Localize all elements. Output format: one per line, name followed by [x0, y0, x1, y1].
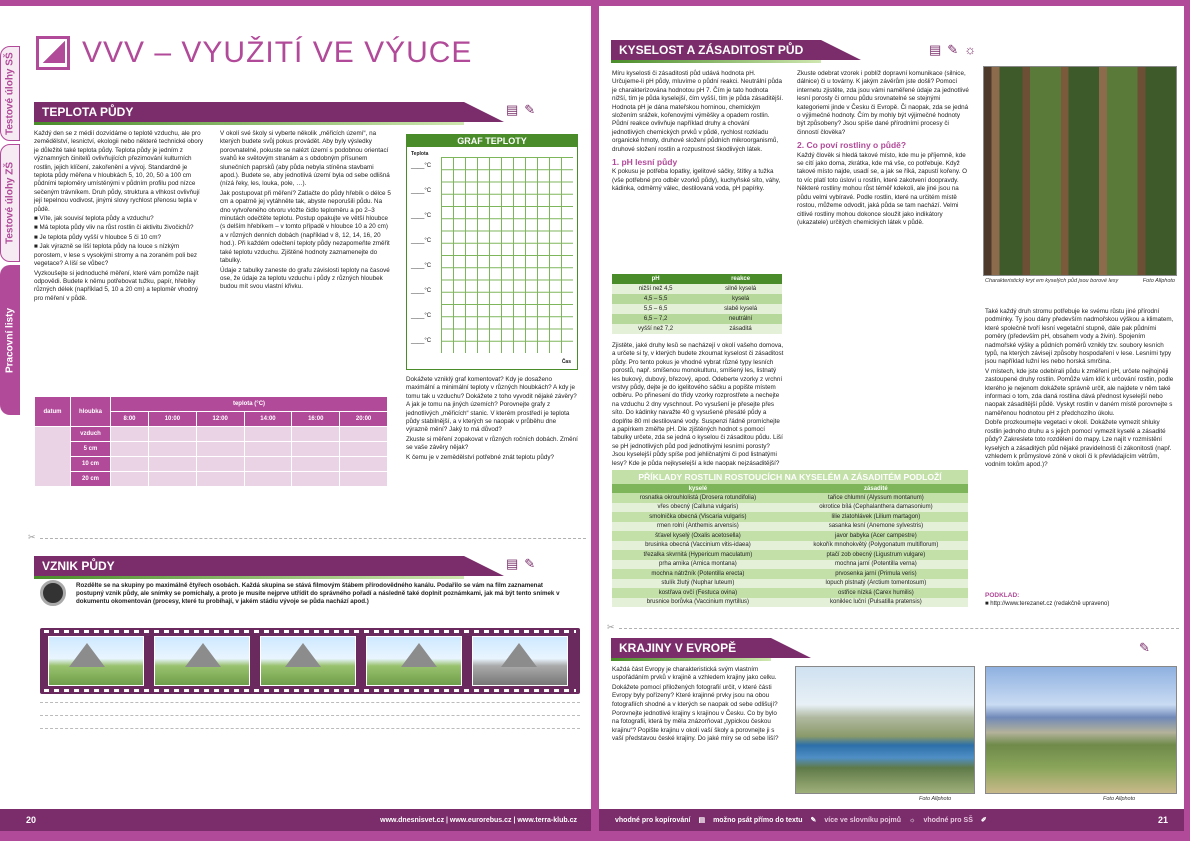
- cell: ptačí zob obecný (Ligustrum vulgare): [784, 550, 968, 560]
- tick-label: ____°C: [411, 163, 432, 169]
- pencil-icon: ✎: [1139, 640, 1150, 655]
- cell: šťavel kyselý (Oxalis acetosella): [612, 531, 784, 541]
- graph-x-label: Čas: [561, 359, 571, 365]
- film-frame[interactable]: [154, 636, 250, 686]
- paragraph: Dobře prozkoumejte vegetaci v okolí. Dokážete vymezit shluky rostlin jednoho druhu a s jejich pomocí vymezit kyselé a zásadité půdy? Zakreslete toto rozdělení do mapy. Lze najít v rozmístění kyselých a zásaditých půd nějaké pravidelnosti či zákonitosti (např. vzhledem k průmyslové zóně v okolí či k převládajícím větrům, vodním tokům apod.)?: [985, 419, 1172, 469]
- cell: silně kyselá: [699, 284, 782, 294]
- page-title-text: VVV – VYUŽITÍ VE VÝUCE: [82, 36, 473, 69]
- time-header: 8:00: [111, 412, 149, 427]
- cell: rmen rolní (Anthemis arvensis): [612, 522, 784, 532]
- row-label: 20 cm: [71, 472, 111, 487]
- photo-lake-landscape: [795, 666, 975, 794]
- cell[interactable]: [244, 457, 292, 472]
- paragraph: Údaje z tabulky zaneste do grafu závislosti teploty na časové ose, že údaje za teplotu vzduchu i půdy z různých hloubek budou mít svou vlastní křivku.: [220, 266, 390, 291]
- cell[interactable]: [292, 427, 340, 442]
- photo-pine-forest: [983, 66, 1177, 276]
- cell[interactable]: [111, 472, 149, 487]
- col-hloubka: hloubka: [71, 397, 111, 427]
- cell: lopuch plstnatý (Arctium tomentosum): [784, 579, 968, 589]
- source-title: PODKLAD:: [985, 592, 1020, 599]
- text-column-1: [34, 130, 204, 304]
- cell: zásaditá: [699, 324, 782, 334]
- cell: brusinka obecná (Vaccinium vitis-idaea): [612, 541, 784, 551]
- paragraph: K pokusu je potřeba lopatky, igelitové sáčky, štítky a tužka (vše potřebné pro odběr vzorků půdy), kuchyňské síto, váhy, kádinka, odměrný válec, destilovaná voda, pH papírky.: [612, 168, 781, 193]
- logo-square-icon: [36, 36, 70, 70]
- copy-icon: ▤: [506, 556, 519, 571]
- section-vznik-pudy: [34, 556, 464, 576]
- cell[interactable]: [196, 457, 244, 472]
- text-column-1: [612, 70, 784, 195]
- row-label: vzduch: [71, 427, 111, 442]
- cut-line: [619, 628, 1179, 629]
- col-datum: datum: [35, 397, 71, 427]
- scissors-icon: ✂: [28, 532, 36, 542]
- table-row: [612, 493, 968, 503]
- cell: smolnička obecná (Viscaria vulgaris): [612, 512, 784, 522]
- cell: vyšší než 7,2: [612, 324, 699, 334]
- side-tabs: [0, 6, 22, 426]
- copy-icon: ▤: [506, 102, 519, 117]
- lightbulb-icon: ☼: [964, 42, 977, 57]
- section-teplota-pudy: [34, 102, 464, 122]
- text-column-3: [406, 376, 578, 463]
- table-row: [612, 503, 968, 513]
- film-reel-icon: [40, 580, 66, 606]
- cell[interactable]: [340, 427, 388, 442]
- cell: stulík žlutý (Nuphar luteum): [612, 579, 784, 589]
- cell: tařice chlumní (Alyssum montanum): [784, 493, 968, 503]
- table-row: [35, 427, 388, 442]
- paragraph: Jak postupovat při měření? Zatlačte do půdy hřebík o délce 5 cm a opatrně jej vytáhněte tak, abyste neporušili půdu. Na dno vytvořeného otvoru vložte čidlo teploměru a po 2–3 minutách odečtěte teplotu. Postup opakujte ve větší hloubce (s delším hřebíkem – v tomto případě v hloubce 10 a 20 cm) a v různých denních dobách (například v 8, 12, 14, 16, 20 hod.). Při každém odečtení teploty půdy nezapomeňte změřit také teplotu vzduchu. Zjištěné hodnoty zaznamenejte do tabulky.: [220, 189, 391, 265]
- paragraph: Dokážete vzniklý graf komentovat? Kdy je dosaženo maximální a minimální teploty v různých hloubkách? A kdy je tomu tak u vzduchu? Dokážete z toho vyvodit nějaké závěry? A jak je tomu na jiných územích? Porovnejte grafy z jednotlivých „měřicích“ stanic. V kterém prostředí je teplota půdy stabilnější, a v kterých se naopak v průběhu dne výrazně mění? Jaký to má důvod?: [406, 376, 577, 434]
- cut-line: [40, 538, 586, 539]
- cell[interactable]: [292, 457, 340, 472]
- reaction-head: reakce: [699, 274, 782, 284]
- table-row: [612, 588, 968, 598]
- table-row: [612, 560, 968, 570]
- plants-table: [612, 470, 968, 607]
- table-row: [35, 457, 388, 472]
- paragraph: Míru kyselosti či zásaditosti půd udává hodnota pH. Určujeme-li pH půdy, mluvíme o půdní reakci. Neutrální půda je charakterizována hodnotou pH 7. Čím je tato hodnota nižší, tím je půda kyselejší, čím vyšší, tím je půda zásaditější. Hodnota pH je dána mateřskou horninou, chemickým složením srážek, kořenovými výměšky a opadem rostlin. Půdní reakce ovlivňuje například druhy a chování jednotlivých chemických prvků v půdě, rychlost rozkladu organické hmoty, druhové složení půdních mikroorganismů, druhové složení rostlin a rozpustnost škodlivých látek.: [612, 70, 784, 153]
- ph-head: pH: [612, 274, 699, 284]
- cell: mochna nátržník (Potentilla erecta): [612, 569, 784, 579]
- section-title: KYSELOST A ZÁSADITOST PŮD: [619, 43, 804, 57]
- cell: slabě kyselá: [699, 304, 782, 314]
- section-icons: [506, 102, 535, 118]
- table-row: [35, 442, 388, 457]
- paragraph: Zjistěte, jaké druhy lesů se nacházejí v okolí vašeho domova, a určete si ty, v kterých budete zkoumat kyselost či zásaditost půdy. Pro tento pokus je vhodné vybrat různé typy lesních porostů, např. smíšenou monokulturu, smíšený les, listnatý les bukový, dubový, březový, apod. Odeberte vzorky z vrchní vrstvy půdy, dejte je do igelitového sáčku a popište místem odběru. Po přinesení do třídy vzorky rozprostřete a nechejte na vzduchu 2 dny vyschnout. Po vysušení je přesejte přes síto. Do kádinky navažte 40 g vysušené přesáté půdy a doplňte 80 ml destilované vody. Suspenzi řádně promíchejte a papírkem změřte pH. Dle zjištěných hodnot s pomocí tabulky určete, zda se jedná o kyselou či zásaditou půdu. Liší se pH jednotlivých půd pod jednotlivými lesními porosty? Jsou kyselejší půdy spíše pod jehličnatými či pod listnatými lesy? Kde je půda nejkyselejší a kde naopak nejzásaditější?: [612, 342, 784, 466]
- table-row: [612, 569, 968, 579]
- tick-label: ____°C: [411, 263, 432, 269]
- table-row: [612, 550, 968, 560]
- cell[interactable]: [196, 427, 244, 442]
- pencil-icon: ✎: [524, 102, 536, 117]
- cell: okrotice bílá (Cephalanthera damasonium): [784, 503, 968, 513]
- photo-coastal-landscape: [985, 666, 1177, 794]
- paragraph: K čemu je v zemědělství potřebné znát teplotu půdy?: [406, 453, 555, 461]
- basic-head: zásadité: [784, 484, 968, 493]
- answer-lines[interactable]: [40, 702, 580, 741]
- table-row: [35, 472, 388, 487]
- cell: mochna jarní (Potentilla verna): [784, 560, 968, 570]
- table-row: [612, 579, 968, 589]
- ph-table: [612, 274, 782, 334]
- task-text: Rozdělte se na skupiny po maximálně čtyřech osobách. Každá skupina se stává filmovým štábem přírodovědného kanálu. Podařilo se vám na film zaznamenat postupný vznik půdy, ale snímky se pomíchaly, a proto je musíte nejprve utřídit do správného pořadí a následně také doplnit poznámkami, jak má být tento snímek v dokumentu okomentován (procesy, které tu probíhají, v jakém stádiu vývoje se půda nachází apod.): [76, 582, 560, 605]
- cell: kostřava ovčí (Festuca ovina): [612, 588, 784, 598]
- cell: prvosenka jarní (Primula veris): [784, 569, 968, 579]
- photo-caption: [985, 278, 1175, 284]
- temperature-table: [34, 396, 388, 487]
- graph-title: GRAF TEPLOTY: [407, 135, 577, 147]
- cell: ostřice nízká (Carex humilis): [784, 588, 968, 598]
- table-row: [612, 598, 968, 608]
- bullet: ■ Víte, jak souvisí teplota půdy a vzduchu?: [34, 215, 154, 223]
- legend-glossary: více ve slovníku pojmů: [824, 816, 902, 824]
- tick-label: ____°C: [411, 338, 432, 344]
- section-title: VZNIK PŮDY: [42, 559, 115, 573]
- cell[interactable]: [111, 427, 149, 442]
- table-row: [612, 294, 782, 304]
- film-frame[interactable]: [366, 636, 462, 686]
- film-frame[interactable]: [472, 636, 568, 686]
- section-icons: [506, 556, 535, 572]
- cell[interactable]: [196, 442, 244, 457]
- cell: 6,5 – 7,2: [612, 314, 699, 324]
- cell[interactable]: [196, 472, 244, 487]
- photo-credit: Foto Allphoto: [919, 796, 952, 802]
- cell: 4,5 – 5,5: [612, 294, 699, 304]
- section-title: TEPLOTA PŮDY: [42, 105, 134, 119]
- text-column-2: [220, 130, 392, 293]
- table-row: [612, 541, 968, 551]
- section-title: KRAJINY V EVROPĚ: [619, 641, 737, 655]
- footer-left: [0, 809, 591, 831]
- cell[interactable]: [292, 472, 340, 487]
- cell: 5,5 – 6,5: [612, 304, 699, 314]
- tick-label: ____°C: [411, 213, 432, 219]
- tab-testove-ulohy-ss[interactable]: Testové úlohy SŠ: [0, 46, 20, 141]
- paragraph: Každá část Evropy je charakteristická svým vlastním uspořádáním prvků v krajině a vzhledem krajiny jako celku.: [612, 666, 777, 682]
- cell[interactable]: [149, 472, 197, 487]
- paragraph: Vyzkoušejte si jednoduché měření, které vám pomůže najít odpovědi. Budete k němu potřebovat tužku, papír, hřebíky různých délek (například 5, 10 a 20 cm) a teploměr vhodný pro měření v půdě.: [34, 269, 199, 302]
- cell[interactable]: [149, 442, 197, 457]
- cell[interactable]: [244, 442, 292, 457]
- caption-text: Charakteristický kryt em kyselých půd jsou borové lesy: [985, 278, 1119, 284]
- paragraph: V okolí své školy si vyberte několik „měřicích území“, na kterých budete svůj pokus provádět. Aby byly výsledky porovnatelné, pokuste se nalézt území s podobnou orientací svahů ke světovým stranám a s obdobným přísunem slunečních paprsků (aby půda nebyla stíněna stavbami apod.). Budete se, aby jednotlivá území byla od sebe odlišná (nízá řeky, les, louka, pole, …).: [220, 130, 390, 188]
- section-icons: [1139, 640, 1150, 656]
- source-box: [985, 592, 1175, 608]
- paragraph: Každý den se z médií dozvídáme o teplotě vzduchu, ale pro zemědělství, lesnictví, ekologii nebo některé technické obory je důležité také teplota půdy. Teplota půdy je jedním z významných činitelů ovlivňujících přezimování kulturních rostlin, jejich klíčení, zakořenění a vývoj. Standardně je teplota půdy měřena v hloubkách 5, 10, 20, 50 a 100 cm půdními teploměry umístěnými v půdním profilu pod nízce sečeným trávníkem. Druh půdy, struktura a vlhkost ovlivňují její tepelnou vodivost, jinými slovy rychlost přenosu tepla v půdě.: [34, 130, 204, 213]
- acid-head: kyselé: [612, 484, 784, 493]
- pencil-icon: ✎: [947, 42, 959, 57]
- tab-pracovni-listy[interactable]: Pracovní listy: [0, 265, 20, 415]
- paragraph: V místech, kde jste odebírali půdu k změření pH, určete nejhojněji zastoupené druhy rostlin. Pomůže vám klíč k určování rostlin, podle kterého je nejenom dokážete správně určit, ale najdete v něm také informaci o tom, zda daná rostlina dává přednost kyselejší nebo naopak zásaditější půdě. Vyskyt rostlin v daném místě porovnejte s naměřenou hodnotou pH z předchozího úkolu.: [985, 367, 1174, 417]
- scissors-icon: ✂: [607, 622, 615, 632]
- legend-ss: vhodné pro SŠ: [923, 816, 973, 824]
- bullet: ■ Jak výrazně se liší teplota půdy na louce s nízkým porostem, v lese s vysokými stromy a na zoraném poli bez vegetace? A liší se vůbec?: [34, 243, 198, 268]
- tick-label: ____°C: [411, 288, 432, 294]
- time-header: 12:00: [196, 412, 244, 427]
- section-icons: [929, 42, 976, 58]
- table-row: [612, 284, 782, 294]
- film-frame[interactable]: [260, 636, 356, 686]
- photo-credit: Foto Allphoto: [1142, 278, 1175, 284]
- date-cell[interactable]: [35, 427, 71, 487]
- paragraph: Porovnejte jednotlivé krajiny s krajinou v Česku. Co by bylo na fotografii, která by měla znázorňovat „typickou českou krajinu“? Popište krajinu v okolí vaší školy a porovnejte ji s vaší představou české krajiny. Do jaké míry se od sebe liší?: [612, 710, 779, 743]
- cell: sasanka lesní (Anemone sylvestris): [784, 522, 968, 532]
- table-row: [612, 531, 968, 541]
- cell[interactable]: [149, 427, 197, 442]
- row-label: 5 cm: [71, 442, 111, 457]
- table-row: [612, 512, 968, 522]
- cell: kyselá: [699, 294, 782, 304]
- time-header: 14:00: [244, 412, 292, 427]
- section-kyselost: [611, 40, 821, 60]
- footer-right: [599, 809, 1184, 831]
- paragraph: Zkuste odebrat vzorek i poblíž dopravní komunikace (silnice, dálnice) či u továrny. K jakým závěrům jste došli? Pomocí internetu zjistěte, zda jsou vámi naměřené údaje za jednotlivé lesní porosty či ornou půdu srovnatelné se stejnými kategoriemi jinde v Česku či Evropě. Či naopak, zda se jedná o výjimečné hodnoty. Čím by mohly být výjimečné hodnoty být způsobeny? Jsou spíše dané přírodními procesy či činností člověka?: [797, 70, 969, 136]
- right-page: [599, 6, 1184, 831]
- cell[interactable]: [244, 427, 292, 442]
- graph-y-label: Teplota: [411, 151, 429, 157]
- paragraph: Každý člověk si hledá takové místo, kde mu je příjemně, kde se cítí jako doma, zkrátka, kde má vše, co potřebuje. Když takové místo najde, usadí se, a jak se říká, zapustí kořeny. O to víc platí toto úsloví u rostlin, které zakotvení doopravdy. Některé rostliny mohou růst téměř kdekoli, ale jiné jsou na půdu velmi vybíravé. Podle rostlin, které na určitém místě rostou, můžeme odvodit, jaká půda se tam nachází. Velmi citlivé rostliny mohou dokonce sloužit jako indikátory (ukazatele) určitých chemických látek v půdě.: [797, 151, 967, 226]
- paragraph: Zkuste si měření zopakovat v různých ročních dobách. Změní se vaše závěry nějak?: [406, 435, 578, 452]
- footer-links[interactable]: www.dnesnisvet.cz | www.eurorebus.cz | www.terra-klub.cz: [380, 816, 577, 824]
- paragraph: Dokážete pomocí přiložených fotografií určit, v které části Evropy byly pořízeny? Které krajinné prvky jsou na obou fotografiích shodné a v kterých se naopak od sebe odlišují?: [612, 683, 778, 708]
- plants-title: PŘÍKLADY ROSTLIN ROSTOUCÍCH NA KYSELÉM A ZÁSADITÉM PODLOŽÍ: [612, 470, 968, 484]
- bullet: ■ Má teplota půdy vliv na růst rostlin či aktivitu živočichů?: [34, 224, 194, 232]
- tick-label: ____°C: [411, 238, 432, 244]
- tab-testove-ulohy-zs[interactable]: Testové úlohy ZŠ: [0, 144, 20, 262]
- tick-label: ____°C: [411, 188, 432, 194]
- legend-copy: vhodné pro kopírování: [615, 816, 691, 824]
- cell: vřes obecný (Calluna vulgaris): [612, 503, 784, 513]
- table-row: [612, 324, 782, 334]
- cell: kokořík mnohokvětý (Polygonatum multiflorum): [784, 541, 968, 551]
- text-krajiny: [612, 666, 784, 745]
- cell[interactable]: [340, 442, 388, 457]
- section-krajiny: [611, 638, 771, 658]
- bullet: ■ Je teplota půdy vyšší v hloubce 5 či 10 cm?: [34, 233, 162, 241]
- table-row: [612, 314, 782, 324]
- page-number: 20: [26, 815, 37, 825]
- page-title: [36, 36, 472, 70]
- cell[interactable]: [244, 472, 292, 487]
- cell: neutrální: [699, 314, 782, 324]
- subheading: 1. pH lesní půdy: [612, 157, 678, 168]
- source-link[interactable]: ■ http://www.terezanet.cz (redakčně upraveno): [985, 601, 1110, 607]
- cell: prha arnika (Arnica montana): [612, 560, 784, 570]
- row-label: 10 cm: [71, 457, 111, 472]
- film-strip: [40, 628, 580, 694]
- copy-icon: ▤: [698, 817, 706, 824]
- pencil-icon: ✎: [810, 817, 817, 824]
- cell: třezalka skvrnitá (Hypericum maculatum): [612, 550, 784, 560]
- cell[interactable]: [292, 442, 340, 457]
- cell: brusnice borůvka (Vaccinium myrtillus): [612, 598, 784, 608]
- tick-label: ____°C: [411, 313, 432, 319]
- copy-icon: ▤: [929, 42, 942, 57]
- text-column-2: [797, 70, 969, 460]
- page-number: 21: [1157, 815, 1168, 825]
- legend-write: možno psát přímo do textu: [713, 816, 803, 824]
- time-header: 10:00: [149, 412, 197, 427]
- paragraph: Také každý druh stromu potřebuje ke svému růstu jiné přírodní podmínky. Ty jsou dány především nadmořskou výškou a klimatem, které společně tvoří lesní vegetační stupně, dále pak půdními poměry (především pH, obsahem vody a živin). Spojením nadmořské výšky a půdních poměrů vznikly tzv. soubory lesních typů, na kterých závisejí způsoby hospodaření v lese. Lesními typy jsou například lužní les nebo horská smrčina.: [985, 308, 1174, 366]
- text-column-1b: [612, 342, 784, 466]
- cell: koniklec luční (Pulsatilla pratensis): [784, 598, 968, 608]
- subheading: 2. Co poví rostliny o půdě?: [797, 140, 907, 151]
- table-row: [612, 522, 968, 532]
- table-row: [612, 304, 782, 314]
- left-page: [0, 6, 591, 831]
- lightbulb-icon: ☼: [909, 816, 916, 824]
- cell[interactable]: [340, 457, 388, 472]
- cell[interactable]: [340, 472, 388, 487]
- graph-grid[interactable]: [441, 157, 573, 353]
- film-frame[interactable]: [48, 636, 144, 686]
- cell: lilie zlatohlávek (Lilium martagon): [784, 512, 968, 522]
- cell: nižší než 4,5: [612, 284, 699, 294]
- col-teplota: teplota (°C): [111, 397, 388, 412]
- cell[interactable]: [111, 442, 149, 457]
- pencil-icon: ✎: [524, 556, 536, 571]
- photo-credit: Foto Allphoto: [1103, 796, 1136, 802]
- time-header: 20:00: [340, 412, 388, 427]
- text-column-3: [985, 308, 1175, 584]
- cell[interactable]: [111, 457, 149, 472]
- cell: rosnatka okrouhlolistá (Drosera rotundifolia): [612, 493, 784, 503]
- cell: javor babyka (Acer campestre): [784, 531, 968, 541]
- temperature-graph: [406, 134, 578, 370]
- time-header: 16:00: [292, 412, 340, 427]
- pencil-alt-icon: ✐: [980, 817, 987, 824]
- cell[interactable]: [149, 457, 197, 472]
